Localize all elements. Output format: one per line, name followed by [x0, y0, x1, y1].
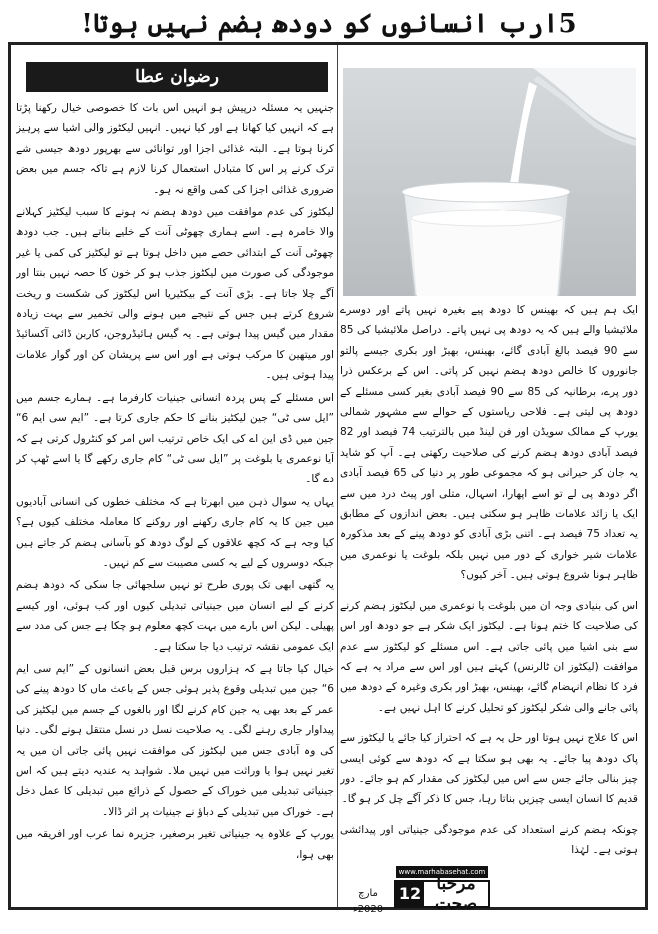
left-column	[16, 98, 334, 910]
paragraph: یورپ کے علاوہ یہ جینیاتی تغیر برصغیر، جزیرہ نما عرب اور افریقہ میں بھی ہوا،	[16, 828, 334, 861]
author-name: رضوان عطا	[135, 67, 219, 87]
magazine-title: مرحبا صحت	[434, 874, 478, 914]
paragraph: خیال کیا جاتا ہے کہ ہزاروں برس قبل بعض انسانوں کے ”ایم سی ایم 6“ جین میں تبدیلی وقوع پذیر ہوئی جس کے باعث ماں کا دودھ پینے کی عمر کے بعد بھی یہ جین کام کرنے لگا اور بالغوں کے جسم میں لیکٹیز کی پیداوار جاری رہنے لگی۔ یہ صلاحیت نسل در نسل منتقل ہونے لگی۔ دنیا کی وہ آبادی جس میں لیکٹوز کی موافقت نہیں پائی جاتی ان میں یہ تغیر نہیں ہوا یا وراثت میں نہیں ملا۔ شواہد یہ عندیہ دیتے ہیں کہ اس جینیاتی تبدیلی میں خوراک کے حصول کے ذرائع میں تبدیلی کا عمل دخل ہے۔ خوراک میں تبدیلی کے دباؤ نے جینیات پر اثر ڈالا۔	[16, 662, 334, 818]
issue-date: مارچ 2020ء	[352, 888, 384, 915]
headline: 5ارب انسانوں کو دودھ ہضم نہیں ہوتا!	[81, 9, 577, 39]
paragraph: چونکہ ہضم کرنے استعداد کی عدم موجودگی جینیاتی اور پیدائشی ہوتی ہے۔ لہٰذا	[340, 823, 638, 857]
paragraph: یہاں یہ سوال ذہن میں ابھرتا ہے کہ مختلف خطوں کی انسانی آبادیوں میں جین کا یہ کام جاری رکھنے اور روکنے کا معاملہ مختلف کیوں ہے؟ کیا وجہ ہے کہ کچھ علاقوں کے لوگ دودھ کو بآسانی ہضم کر جاتے ہیں جبکہ دوسروں کے لیے یہ کسی مصیبت سے کم نہیں۔	[16, 495, 334, 569]
magazine-masthead	[394, 874, 490, 914]
byline-box	[26, 62, 328, 92]
paragraph: جنہیں یہ مسئلہ درپیش ہو انہیں اس بات کا خصوصی خیال رکھنا پڑتا ہے کہ انہیں کیا کھانا ہے اور کیا نہیں۔ انہیں لیکٹوز والی اشیا سے پرہیز کرنا ہوتا ہے۔ البتہ غذائی اجزا اور توانائی سے بھرپور دودھ جیسی شے ترک کرنے پر اس کا متبادل استعمال کرنا لازم ہے تاکہ جسم میں بعض ضروری غذائی اجزا کی کمی واقع نہ ہو۔	[16, 102, 334, 196]
milk-glass-photo	[343, 68, 636, 296]
paragraph: ایک ہم ہیں کہ بھینس کا دودھ پیے بغیرہ نہیں پاتے اور دوسرے ملائیشیا والے ہیں کہ یہ دودھ پی نہیں پاتے۔ دراصل ملائیشیا کی 85 سے 90 فیصد بالغ آبادی گائے، بھینس، بھیڑ اور بکری جیسے پالتو جانوروں کا خالص دودھ ہضم نہیں کر پاتی۔ اس کے برعکس ذرا دور پرے، برطانیہ کی 85 سے 90 فیصد آبادی بغیر کسی مسئلے کے دودھ پی لیتی ہے۔ فلاحی ریاستوں کے حوالے سے مشہور شمالی یورپ کے ممالک سویڈن اور فن لینڈ میں بالترتیب 74 فیصد اور 82 فیصد آبادی دودھ ہضم کرنے کی صلاحیت رکھتی ہے۔ آپ کو شاید یہ جان کر حیرانی ہو کہ مجموعی طور پر دنیا کی 65 فیصد آبادی اگر دودھ پی لے تو اسے اپھارا، اسہال، متلی اور پیٹ درد میں سے ایک یا زائد علامات ظاہر ہو سکتی ہیں۔ بعض اندازوں کے مطابق یہ تعداد 75 فیصد ہے۔ اتنی بڑی آبادی کو دودھ پینے کے بعد مذکورہ علامات شیر خواری کے دور میں نہیں بلکہ بلوغت یا نوعمری میں ظاہر ہونا شروع ہوتی ہیں۔ آخر کیوں؟	[340, 304, 638, 582]
paragraph: اس کی بنیادی وجہ ان میں بلوغت یا نوعمری میں لیکٹوز ہضم کرنے کی صلاحیت کا ختم ہونا ہے۔ لیکٹوز ایک شکر ہے جو دودھ اور اس سے بنی اشیا میں پائی جاتی ہے۔ اس مسئلے کو لیکٹوز سے عدم موافقت (لیکٹوز ان ٹالرنس) کہتے ہیں اور اس سے مراد یہ ہے کہ فرد کا نظام انہضام گائے، بھینس، بھیڑ اور بکری وغیرہ کے دودھ میں پائی جانے والی شکر لیکٹوز کو تحلیل کرنے کا اہل نہیں ہے۔	[340, 599, 638, 714]
page-number: 12	[396, 882, 424, 906]
milk-glass-illustration	[343, 68, 636, 296]
paragraph: یہ گتھی ابھی تک پوری طرح تو نہیں سلجھائی جا سکی کہ دودھ ہضم کرنے کے لیے انسان میں جینیاتی تبدیلی کیوں اور کب ہوئی، اور کیسے پھیلی۔ لیکن اس بارے میں بہت کچھ معلوم ہو چکا ہے جس کی مدد سے ایک عمومی نقشہ ترتیب دیا جا سکتا ہے۔	[16, 579, 334, 653]
paragraph: لیکٹوز کی عدم موافقت میں دودھ ہضم نہ ہونے کا سبب لیکٹیز کہلانے والا خامرہ ہے۔ اسے ہماری چھوٹی آنت کے خلیے بناتے ہیں۔ جب دودھ چھوٹی آنت کے ابتدائی حصے میں داخل ہوتا ہے تو لیکٹیز کی کمی یا غیر موجودگی کی صورت میں لیکٹوز جذب ہو کر خون کا حصہ نہیں بنتا اور آگے چلا جاتا ہے۔ بڑی آنت کے بیکٹیریا اس لیکٹوز کی شکست و ریخت شروع کرتے ہیں جس کے نتیجے میں ہونے والی تخمیر سے بہت زیادہ مقدار میں گیس پیدا ہوتی ہے۔ یہ گیس ہائیڈروجن، کاربن ڈائی آکسائیڈ اور میتھین کا مرکب ہوتی ہے اور اس سے پریشان کن اور گوار علامات پیدا ہوتی ہیں۔	[16, 206, 334, 382]
right-column	[340, 300, 638, 860]
paragraph: اس مسئلے کے پس پردہ انسانی جینیات کارفرما ہے۔ ہمارے جسم میں ”ایل سی ٹی“ جین لیکٹیز بنانے کا حکم جاری کرتا ہے۔ ”ایم سی ایم 6“ جین میں ڈی این اے کی ایک خاص ترتیب اس امر کو کنٹرول کرتی ہے کہ آیا نوعمری یا بلوغت پر ”ایل سی ٹی“ کام جاری رکھے گا یا اسے ٹھپ کر دے گا۔	[16, 391, 334, 486]
footer	[340, 866, 636, 915]
website-url[interactable]: www.marhabasehat.com	[396, 866, 488, 878]
column-divider	[337, 45, 338, 907]
paragraph: اس کا علاج نہیں ہوتا اور حل یہ ہے کہ احتراز کیا جائے یا لیکٹوز سے پاک دودھ پیا جائے۔ یہ بھی ہو سکتا ہے کہ دودھ سے کوئی ایسی چیز بنالی جائے جس سے اس میں لیکٹوز کی مقدار کم ہو جائے۔ دور قدیم کا انسان ایسی چیزیں بناتا رہا، جس کا ذکر آگے چل کر ہو گا۔	[340, 732, 638, 806]
